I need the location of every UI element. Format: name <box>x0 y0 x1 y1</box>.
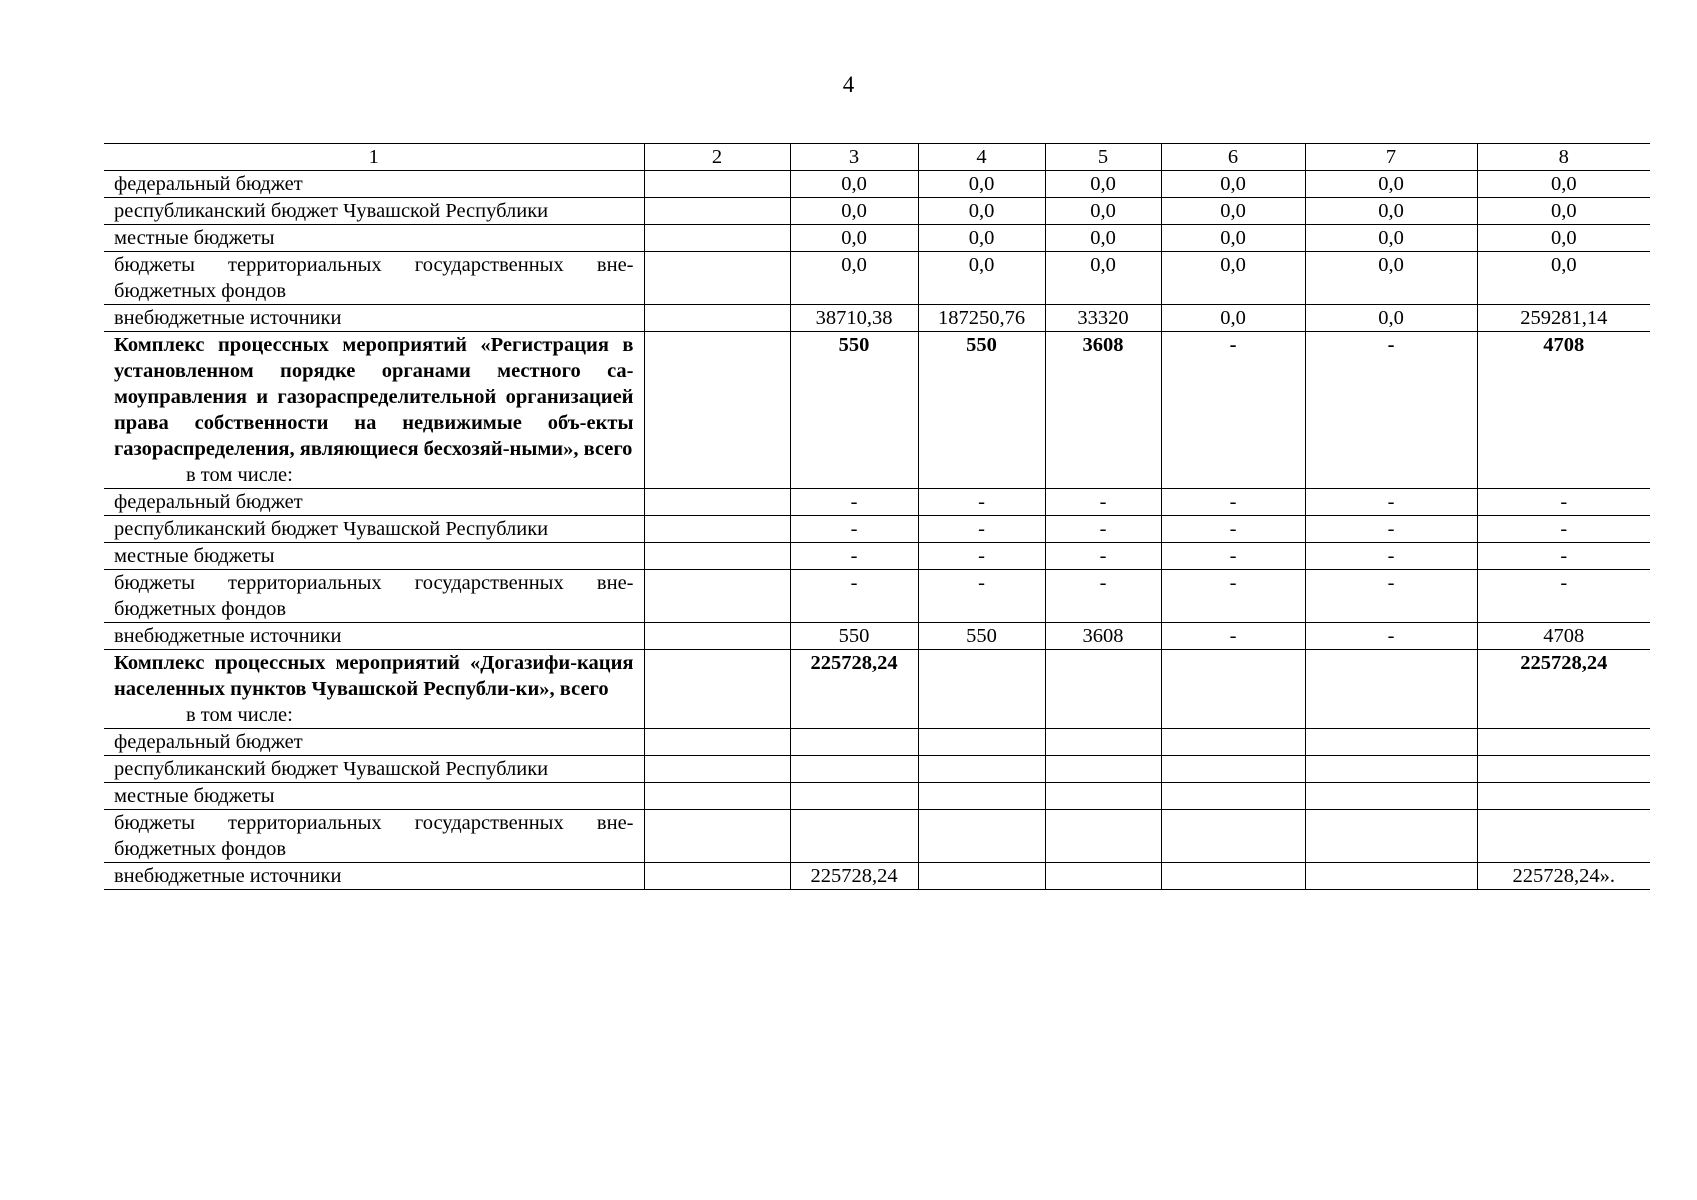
value-cell <box>1161 863 1305 890</box>
column-header: 6 <box>1161 144 1305 171</box>
value-cell: - <box>790 489 918 516</box>
value-cell: - <box>1161 623 1305 650</box>
empty-cell <box>644 332 790 489</box>
value-cell: 0,0 <box>1305 198 1477 225</box>
row-label: местные бюджеты <box>104 783 644 810</box>
value-cell <box>1477 810 1650 863</box>
value-cell: - <box>790 570 918 623</box>
value-cell: 550 <box>790 623 918 650</box>
value-cell <box>1305 783 1477 810</box>
value-cell <box>1305 729 1477 756</box>
value-cell: 0,0 <box>1477 198 1650 225</box>
value-cell: 187250,76 <box>918 305 1045 332</box>
value-cell: 0,0 <box>918 198 1045 225</box>
empty-cell <box>644 171 790 198</box>
total-value-cell <box>1045 650 1161 729</box>
value-cell: 0,0 <box>1305 252 1477 305</box>
value-cell: 4708 <box>1477 623 1650 650</box>
row-label: местные бюджеты <box>104 543 644 570</box>
value-cell <box>1045 783 1161 810</box>
value-cell <box>1161 756 1305 783</box>
column-header: 1 <box>104 144 644 171</box>
value-cell: 3608 <box>1045 623 1161 650</box>
value-cell: 225728,24». <box>1477 863 1650 890</box>
value-cell: 0,0 <box>1161 225 1305 252</box>
table-row <box>104 543 1650 570</box>
value-cell <box>1477 756 1650 783</box>
value-cell: 0,0 <box>1305 305 1477 332</box>
table-row <box>104 863 1650 890</box>
table-row <box>104 810 1650 863</box>
value-cell: - <box>1161 489 1305 516</box>
row-label: внебюджетные источники <box>104 623 644 650</box>
total-value-cell: 3608 <box>1045 332 1161 489</box>
value-cell: 0,0 <box>918 252 1045 305</box>
value-cell <box>1477 729 1650 756</box>
value-cell: 33320 <box>1045 305 1161 332</box>
value-cell: - <box>1045 489 1161 516</box>
value-cell: - <box>790 543 918 570</box>
value-cell: - <box>790 516 918 543</box>
total-value-cell <box>1161 650 1305 729</box>
value-cell: 0,0 <box>790 171 918 198</box>
empty-cell <box>644 729 790 756</box>
table-row <box>104 171 1650 198</box>
empty-cell <box>644 225 790 252</box>
value-cell <box>1161 783 1305 810</box>
value-cell: - <box>918 516 1045 543</box>
empty-cell <box>644 543 790 570</box>
column-header: 8 <box>1477 144 1650 171</box>
value-cell: 0,0 <box>790 225 918 252</box>
total-value-cell: 225728,24 <box>1477 650 1650 729</box>
total-value-cell: 550 <box>918 332 1045 489</box>
value-cell <box>1161 729 1305 756</box>
program-title: Комплекс процессных мероприятий «Регистрация в установленном порядке органами местного са-моуправления и газораспределительной организацией права собственности на недвижимые объ-екты газораспределения, являющиеся бесхозяй-ными», всего <box>114 334 634 460</box>
including-label: в том числе: <box>186 464 293 486</box>
empty-cell <box>644 863 790 890</box>
value-cell: - <box>1045 543 1161 570</box>
value-cell: - <box>1305 516 1477 543</box>
value-cell: - <box>1161 570 1305 623</box>
value-cell: - <box>1305 623 1477 650</box>
empty-cell <box>644 570 790 623</box>
table-row-total <box>104 332 1650 489</box>
value-cell <box>790 783 918 810</box>
value-cell: 0,0 <box>1477 171 1650 198</box>
value-cell: 38710,38 <box>790 305 918 332</box>
empty-cell <box>644 489 790 516</box>
empty-cell <box>644 650 790 729</box>
empty-cell <box>644 783 790 810</box>
value-cell: - <box>1305 570 1477 623</box>
value-cell: 0,0 <box>1161 198 1305 225</box>
row-label: внебюджетные источники <box>104 305 644 332</box>
total-value-cell: 225728,24 <box>790 650 918 729</box>
value-cell: 0,0 <box>1161 171 1305 198</box>
value-cell: 0,0 <box>790 252 918 305</box>
value-cell: 0,0 <box>1045 198 1161 225</box>
total-value-cell <box>918 650 1045 729</box>
row-label: бюджеты территориальных государственных вне-бюджетных фондов <box>104 252 644 305</box>
value-cell: - <box>918 570 1045 623</box>
table-row <box>104 570 1650 623</box>
table-row <box>104 623 1650 650</box>
page-number: 4 <box>842 72 855 97</box>
value-cell <box>918 729 1045 756</box>
row-label: внебюджетные источники <box>104 863 644 890</box>
table-row <box>104 783 1650 810</box>
total-value-cell: 550 <box>790 332 918 489</box>
empty-cell <box>644 516 790 543</box>
value-cell: 0,0 <box>1045 252 1161 305</box>
row-label: республиканский бюджет Чувашской Республики <box>104 756 644 783</box>
value-cell <box>790 810 918 863</box>
value-cell: - <box>1477 570 1650 623</box>
empty-cell <box>644 305 790 332</box>
column-header: 4 <box>918 144 1045 171</box>
empty-cell <box>644 810 790 863</box>
row-label: республиканский бюджет Чувашской Республики <box>104 516 644 543</box>
table-row <box>104 305 1650 332</box>
value-cell <box>790 756 918 783</box>
value-cell: 0,0 <box>1045 171 1161 198</box>
empty-cell <box>644 198 790 225</box>
value-cell: 0,0 <box>1161 252 1305 305</box>
value-cell: 0,0 <box>918 225 1045 252</box>
value-cell: - <box>918 489 1045 516</box>
table-header-row <box>104 144 1650 171</box>
table-row <box>104 516 1650 543</box>
table-row <box>104 729 1650 756</box>
row-title <box>104 650 644 729</box>
value-cell: - <box>1161 516 1305 543</box>
value-cell: 0,0 <box>918 171 1045 198</box>
table-row <box>104 252 1650 305</box>
table-row <box>104 489 1650 516</box>
value-cell: 0,0 <box>790 198 918 225</box>
value-cell: - <box>1305 543 1477 570</box>
total-value-cell: - <box>1161 332 1305 489</box>
column-header: 2 <box>644 144 790 171</box>
value-cell: - <box>1045 570 1161 623</box>
row-title <box>104 332 644 489</box>
value-cell <box>918 810 1045 863</box>
value-cell: 0,0 <box>1045 225 1161 252</box>
empty-cell <box>644 623 790 650</box>
row-label: федеральный бюджет <box>104 729 644 756</box>
table-row-total <box>104 650 1650 729</box>
empty-cell <box>644 252 790 305</box>
value-cell <box>918 783 1045 810</box>
table-row <box>104 198 1650 225</box>
value-cell <box>918 756 1045 783</box>
value-cell <box>1305 863 1477 890</box>
row-label: местные бюджеты <box>104 225 644 252</box>
value-cell: 0,0 <box>1305 171 1477 198</box>
row-label: бюджеты территориальных государственных вне-бюджетных фондов <box>104 810 644 863</box>
value-cell: 259281,14 <box>1477 305 1650 332</box>
value-cell <box>1045 756 1161 783</box>
row-label: республиканский бюджет Чувашской Республики <box>104 198 644 225</box>
column-header: 7 <box>1305 144 1477 171</box>
table-row <box>104 225 1650 252</box>
value-cell <box>790 729 918 756</box>
value-cell: 0,0 <box>1305 225 1477 252</box>
value-cell: - <box>1477 516 1650 543</box>
value-cell: - <box>1305 489 1477 516</box>
value-cell <box>1161 810 1305 863</box>
value-cell: 225728,24 <box>790 863 918 890</box>
total-value-cell <box>1305 650 1477 729</box>
value-cell <box>1045 729 1161 756</box>
program-title: Комплекс процессных мероприятий «Догазифи-кация населенных пунктов Чувашской Республи-ки», всего <box>114 652 634 700</box>
value-cell: 0,0 <box>1477 225 1650 252</box>
value-cell: 550 <box>918 623 1045 650</box>
budget-table <box>104 143 1650 890</box>
row-label: бюджеты территориальных государственных вне-бюджетных фондов <box>104 570 644 623</box>
value-cell <box>1477 783 1650 810</box>
row-label: федеральный бюджет <box>104 171 644 198</box>
value-cell <box>1305 810 1477 863</box>
value-cell: - <box>918 543 1045 570</box>
value-cell: - <box>1045 516 1161 543</box>
value-cell <box>918 863 1045 890</box>
total-value-cell: - <box>1305 332 1477 489</box>
table-row <box>104 756 1650 783</box>
total-value-cell: 4708 <box>1477 332 1650 489</box>
value-cell <box>1045 863 1161 890</box>
value-cell <box>1045 810 1161 863</box>
value-cell: 0,0 <box>1161 305 1305 332</box>
row-label: федеральный бюджет <box>104 489 644 516</box>
value-cell: - <box>1477 543 1650 570</box>
empty-cell <box>644 756 790 783</box>
value-cell: - <box>1477 489 1650 516</box>
value-cell: 0,0 <box>1477 252 1650 305</box>
value-cell: - <box>1161 543 1305 570</box>
value-cell <box>1305 756 1477 783</box>
column-header: 5 <box>1045 144 1161 171</box>
column-header: 3 <box>790 144 918 171</box>
including-label: в том числе: <box>186 704 293 726</box>
